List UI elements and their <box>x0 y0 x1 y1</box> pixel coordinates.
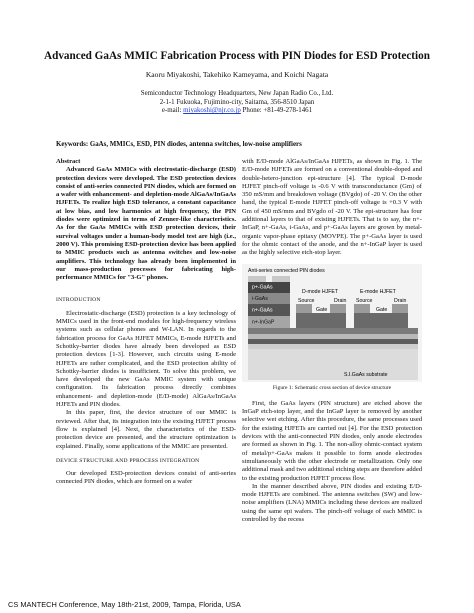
email-label: e-mail: <box>161 107 182 115</box>
email-link[interactable]: miyakoshi@njr.co.jp <box>183 107 241 115</box>
anode-electrode <box>248 276 266 282</box>
dmode-gate-label: Gate <box>316 306 328 313</box>
right-column <box>242 158 422 524</box>
substrate-label: S.I.GaAs substrate <box>344 371 388 378</box>
anode-electrode <box>272 276 290 282</box>
epi-layer-3 <box>248 339 418 344</box>
abstract-text: Advanced GaAs MMICs with electrostatic-discharge (ESD) protection devices were developed. The ESD protection devices consist of anti-series connected PIN diodes, which are formed on a wafer with enhancement- and depletion-mode AlGaAs/InGaAs HJFETs. To realize high ESD tolerance, a constant capacitance at low bias, and low harmonics at high frequency, the PIN diodes were optimized in terms of Zenner-like characteristics. As for the GaAs MMICs with ESD protection devices, their survival voltages under a human-body model test are high (i.e., 2000 V). This promising ESD-protection device has been applied to MMIC products such as antenna switches and low-noise amplifiers. This technology has already been implemented in our mass-production processes for fabricating high-performance MMICs for "3-G" phones. <box>56 166 236 282</box>
dmode-label: D-mode HJFET <box>302 288 339 295</box>
emode-drain-label: Drain <box>394 297 407 304</box>
device-cross-section-figure <box>242 264 422 382</box>
anti-series-label: Anti-series connected PIN diodes <box>248 267 325 274</box>
dmode-drain-contact <box>330 304 346 313</box>
dmode-drain-label: Drain <box>334 297 347 304</box>
intro-paragraph-1: Electrostatic-discharge (ESD) protection is a key technology of MMICs used in the front-end modules for high-frequency wireless systems such as cellular phones and W-LAN. In regards to the fabrication process for GaAs HJFET MMICs, E-mode HJFETs and Schottky-barrier diodes have already been developed as ESD protection devices [1-3]. However, such circuits using E-mode HJFETs are rather complicated, and the ESD protection ability of Schottky-barrier diodes is insufficient. To solve this problem, we have developed the new GaAs MMIC system with unique configuration. Its fabrication process directly combines enhancement- and depletion-mode (E/D-mode) AlGaAs/InGaAs HJFETs and PIN diodes. <box>56 309 236 409</box>
dmode-source-label: Source <box>298 297 315 304</box>
author-list: Kaoru Miyakoshi, Takehiko Kameyama, and Koichi Nagata <box>145 70 329 79</box>
contact-line <box>0 107 474 116</box>
affiliation-line-1: Semiconductor Technology Headquarters, New Japan Radio Co., Ltd. <box>140 90 334 97</box>
conference-footer: CS MANTECH Conference, May 18th-21st, 2009, Tampa, Florida, USA <box>8 600 241 609</box>
emode-cap-layer <box>354 313 408 328</box>
layer-label-p: p+-GaAs <box>252 284 273 291</box>
intro-paragraph-2: In this paper, first, the device structure of our MMIC is reviewed. After that, its integration into the existing HJFET process flow is explained [4]. Next, the characteristics of the ESD-protection device are presented, and the structure optimization is explained. Finally, some applications of the MMIC are presented. <box>56 409 236 450</box>
body-paragraph-1: with E/D-mode AlGaAs/InGaAs HJFETs, as shown in Fig. 1. The E/D-mode HJFETs are formed on a conventional double-doped and double-hetero-junction epi-structure [4]. The typical D-mode HJFET pinch-off voltage is -0.6 V with transconductance (Gm) of 350 mS/mm and breakdown voltage (BVgdo) of -20 V. On the other hand, the typical E-mode HJFET pinch-off voltage is +0.3 V with Gm of 450 mS/mm and BVgdo of -20 V. The epi-structure has four additional layers to that of existing HJFETs. That is to say, the n+-InGaP, n+-GaAs, i-GaAs, and p+-GaAs layers are grown by metal-organic vapor-phase epitaxy (MOVPE). The p+-GaAs layer is used for the ohmic contact of the anode, and the n+-InGaP layer is used as the highly selective etch-stop layer. <box>242 158 422 257</box>
emode-source-label: Source <box>356 297 373 304</box>
figure-caption: Figure 1: Schematic cross section of device structure <box>272 384 392 391</box>
paper-title: Advanced GaAs MMIC Fabrication Process with PIN Diodes for ESD Protection <box>44 50 430 62</box>
affiliation-block <box>0 90 474 116</box>
dmode-cap-layer <box>296 313 346 328</box>
layer-label-n: n+-GaAs <box>252 307 273 314</box>
abstract-heading: Abstract <box>56 158 81 165</box>
emode-gate-label: Gate <box>376 306 388 313</box>
keywords: Keywords: GaAs, MMICs, ESD, PIN diodes, antenna switches, low-noise amplifiers <box>56 141 302 148</box>
body-paragraph-3: In the manner described above, PIN diodes and existing E/D-mode HJFETs are combined. The antenna switches (SW) and low-noise amplifiers (LNA) MMICs including these devices are realized using the same epi wafers. The pinch-off voltage of each MMIC is controlled by the recess <box>242 482 422 524</box>
dmode-source-contact <box>296 304 312 313</box>
epi-layer-2 <box>248 334 418 339</box>
emode-drain-contact <box>392 304 408 313</box>
body-paragraph-2: First, the GaAs layers (PIN structure) are etched above the InGaP etch-stop layer, and the InGaP layer is removed by another selective wet etching. After this procedure, the same processes used for the existing HJFETs are carried out [4]. For the ESD protection devices with the anti-connected PIN diodes, only anode electrodes are formed as shown in Fig. 1. The non-alloy ohmic-contact system of metal/p+-GaAs makes it possible to form anode electrodes simultaneously with the other electrode or metallization. Only one additional mask and two additional etching steps are therefore added to the existing production HJFET process flow. <box>242 399 422 482</box>
affiliation-line-2: 2-1-1 Fukuoka, Fujimino-city, Saitama, 356-8510 Japan <box>159 98 315 106</box>
device-structure-heading: DEVICE STRUCTURE AND PPROCESS INTEGRATION <box>56 457 200 464</box>
device-paragraph-1: Our developed ESD-protection devices consist of anti-series connected PIN diodes, which are formed on a wafer <box>56 470 236 486</box>
left-column <box>56 158 236 487</box>
phone-text: Phone: +81-49-278-1461 <box>240 107 313 115</box>
epi-layer-4 <box>248 344 418 349</box>
introduction-heading: INTRODUCTION <box>56 297 101 304</box>
layer-label-i: i-GaAs <box>252 295 268 302</box>
emode-source-contact <box>354 304 370 313</box>
pin-diode-stack-left <box>248 276 290 328</box>
cross-section-diagram <box>242 264 422 382</box>
emode-label: E-mode HJFET <box>360 288 396 295</box>
epi-layer-1 <box>248 328 418 334</box>
layer-label-ingap: n+-InGaP <box>252 319 275 326</box>
substrate-block <box>248 349 418 380</box>
